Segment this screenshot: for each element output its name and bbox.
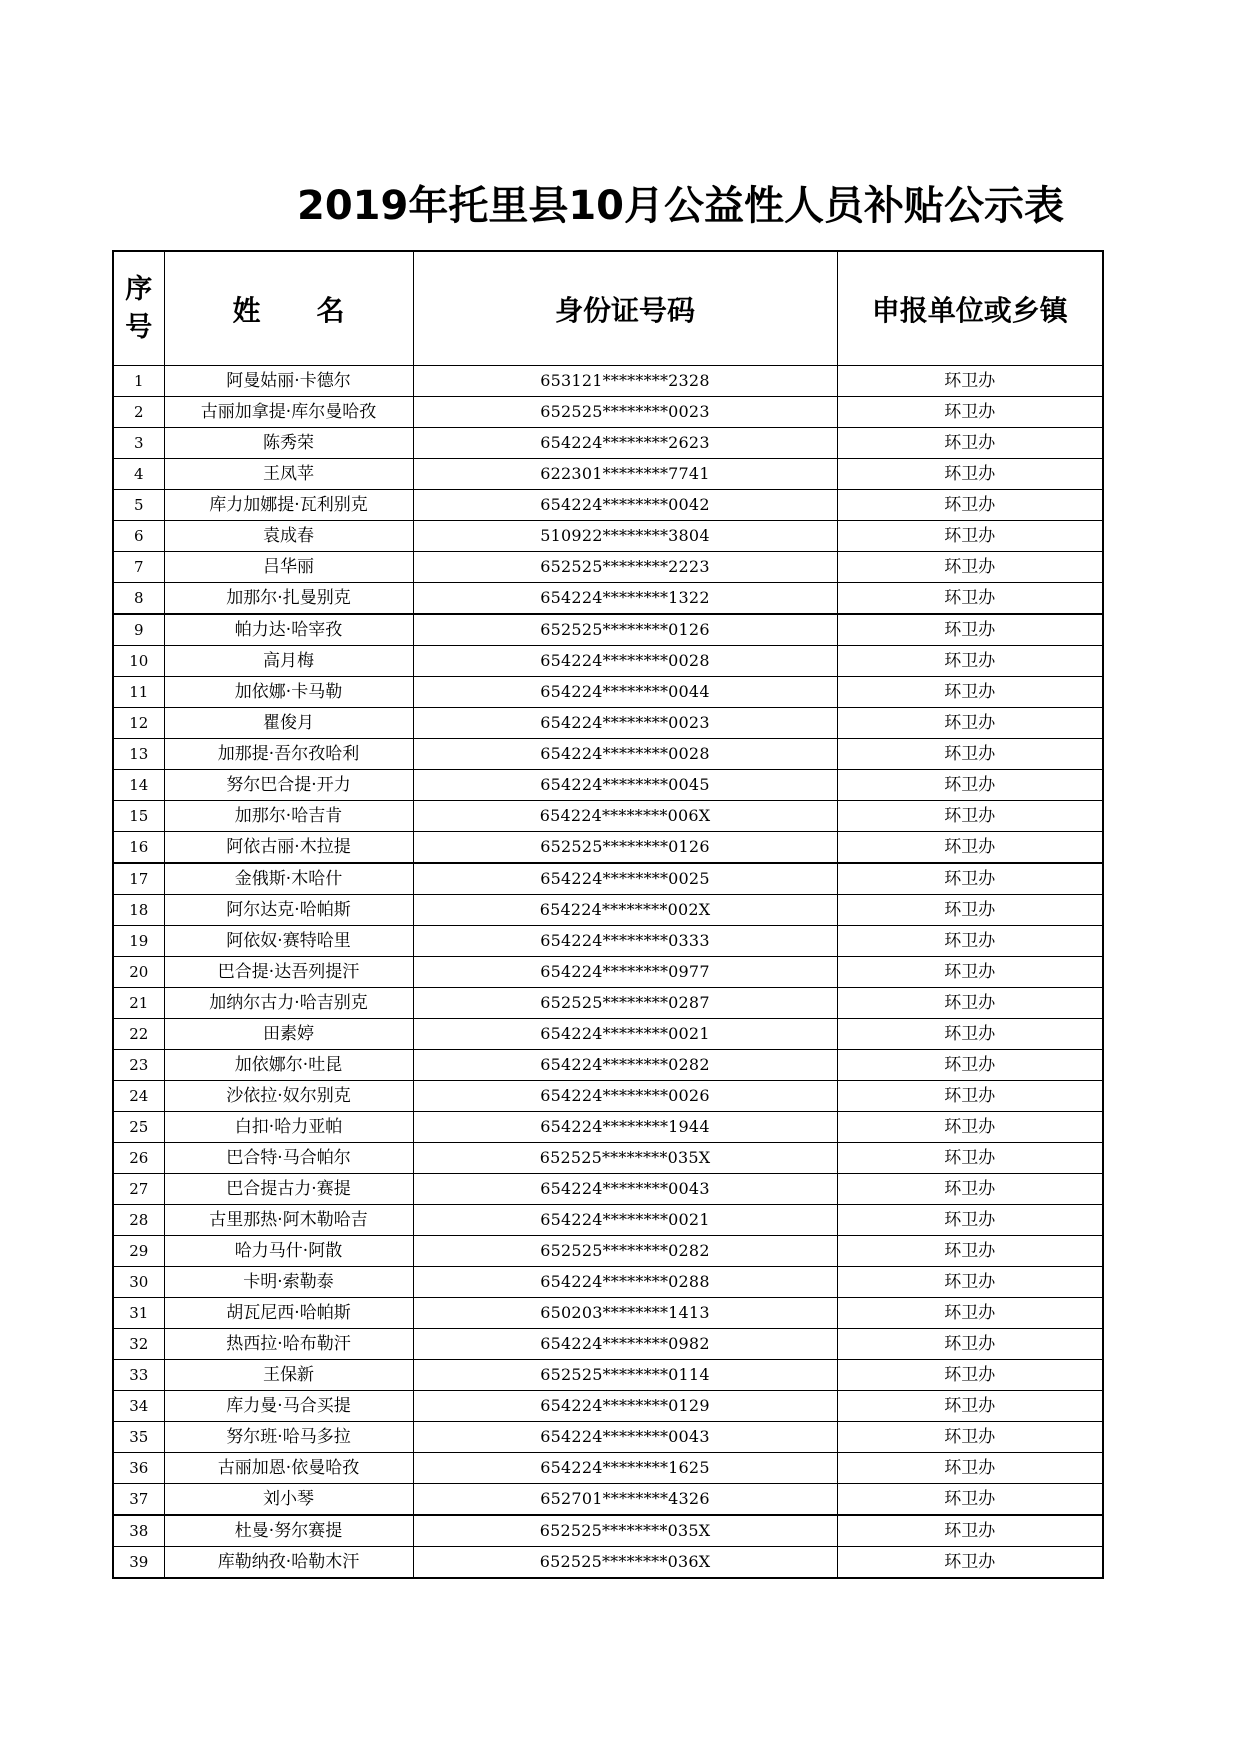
row-name: 巴合特·马合帕尔 [164, 1143, 413, 1174]
table-row [113, 1267, 1103, 1298]
row-name: 王保新 [164, 1360, 413, 1391]
row-serial-number: 28 [113, 1205, 164, 1236]
row-id-number: 652525********036X [413, 1547, 837, 1579]
row-serial-number: 11 [113, 677, 164, 708]
row-unit: 环卫办 [837, 1298, 1103, 1329]
row-unit: 环卫办 [837, 1391, 1103, 1422]
row-name: 王凤苹 [164, 459, 413, 490]
table-row [113, 1360, 1103, 1391]
header-unit: 申报单位或乡镇 [837, 251, 1103, 366]
row-serial-number: 29 [113, 1236, 164, 1267]
row-name: 阿曼姑丽·卡德尔 [164, 366, 413, 397]
row-id-number: 652525********0126 [413, 614, 837, 646]
row-id-number: 654224********0023 [413, 708, 837, 739]
row-id-number: 510922********3804 [413, 521, 837, 552]
subsidy-table [112, 250, 1104, 1579]
table-row [113, 1422, 1103, 1453]
row-serial-number: 26 [113, 1143, 164, 1174]
row-unit: 环卫办 [837, 770, 1103, 801]
row-id-number: 654224********0021 [413, 1205, 837, 1236]
row-name: 巴合提·达吾列提汗 [164, 957, 413, 988]
row-unit: 环卫办 [837, 1329, 1103, 1360]
row-name: 热西拉·哈布勒汗 [164, 1329, 413, 1360]
row-serial-number: 12 [113, 708, 164, 739]
row-name: 瞿俊月 [164, 708, 413, 739]
row-id-number: 654224********1322 [413, 583, 837, 615]
row-serial-number: 35 [113, 1422, 164, 1453]
row-name: 加依娜·卡马勒 [164, 677, 413, 708]
row-name: 袁成春 [164, 521, 413, 552]
row-name: 白扣·哈力亚帕 [164, 1112, 413, 1143]
table-row [113, 677, 1103, 708]
row-unit: 环卫办 [837, 366, 1103, 397]
row-name: 阿依古丽·木拉提 [164, 832, 413, 864]
row-serial-number: 22 [113, 1019, 164, 1050]
row-id-number: 652525********2223 [413, 552, 837, 583]
row-serial-number: 36 [113, 1453, 164, 1484]
table-row [113, 926, 1103, 957]
table-row [113, 1236, 1103, 1267]
row-name: 金俄斯·木哈什 [164, 863, 413, 895]
row-id-number: 654224********0045 [413, 770, 837, 801]
row-unit: 环卫办 [837, 926, 1103, 957]
row-unit: 环卫办 [837, 583, 1103, 615]
row-id-number: 652525********0287 [413, 988, 837, 1019]
row-id-number: 654224********2623 [413, 428, 837, 459]
row-id-number: 654224********0982 [413, 1329, 837, 1360]
row-serial-number: 39 [113, 1547, 164, 1579]
table-row [113, 1547, 1103, 1579]
row-name: 加依娜尔·吐昆 [164, 1050, 413, 1081]
row-serial-number: 34 [113, 1391, 164, 1422]
row-name: 刘小琴 [164, 1484, 413, 1516]
row-unit: 环卫办 [837, 459, 1103, 490]
row-unit: 环卫办 [837, 832, 1103, 864]
row-serial-number: 21 [113, 988, 164, 1019]
row-id-number: 654224********0043 [413, 1174, 837, 1205]
row-id-number: 652525********035X [413, 1515, 837, 1547]
table-row [113, 646, 1103, 677]
row-id-number: 652525********0114 [413, 1360, 837, 1391]
row-name: 阿依奴·赛特哈里 [164, 926, 413, 957]
row-name: 陈秀荣 [164, 428, 413, 459]
table-body [113, 366, 1103, 1579]
row-serial-number: 5 [113, 490, 164, 521]
row-unit: 环卫办 [837, 1422, 1103, 1453]
table-row [113, 708, 1103, 739]
row-name: 阿尔达克·哈帕斯 [164, 895, 413, 926]
row-unit: 环卫办 [837, 1236, 1103, 1267]
row-unit: 环卫办 [837, 1019, 1103, 1050]
row-unit: 环卫办 [837, 708, 1103, 739]
row-unit: 环卫办 [837, 1112, 1103, 1143]
table-row [113, 1019, 1103, 1050]
row-serial-number: 9 [113, 614, 164, 646]
row-id-number: 654224********0028 [413, 646, 837, 677]
row-serial-number: 14 [113, 770, 164, 801]
row-serial-number: 17 [113, 863, 164, 895]
table-row [113, 739, 1103, 770]
row-unit: 环卫办 [837, 1547, 1103, 1579]
row-name: 古丽加恩·依曼哈孜 [164, 1453, 413, 1484]
row-unit: 环卫办 [837, 895, 1103, 926]
row-id-number: 652525********0282 [413, 1236, 837, 1267]
row-unit: 环卫办 [837, 1267, 1103, 1298]
row-serial-number: 2 [113, 397, 164, 428]
row-unit: 环卫办 [837, 677, 1103, 708]
table-row [113, 1143, 1103, 1174]
row-unit: 环卫办 [837, 521, 1103, 552]
table-row [113, 1298, 1103, 1329]
row-serial-number: 32 [113, 1329, 164, 1360]
row-name: 吕华丽 [164, 552, 413, 583]
row-serial-number: 1 [113, 366, 164, 397]
table-row [113, 1112, 1103, 1143]
row-name: 哈力马什·阿散 [164, 1236, 413, 1267]
row-serial-number: 38 [113, 1515, 164, 1547]
row-name: 巴合提古力·赛提 [164, 1174, 413, 1205]
row-serial-number: 33 [113, 1360, 164, 1391]
row-serial-number: 31 [113, 1298, 164, 1329]
row-name: 加那尔·哈吉肯 [164, 801, 413, 832]
row-unit: 环卫办 [837, 1484, 1103, 1516]
row-id-number: 652525********035X [413, 1143, 837, 1174]
table-row [113, 801, 1103, 832]
table-row [113, 957, 1103, 988]
row-name: 加那尔·扎曼别克 [164, 583, 413, 615]
row-id-number: 654224********0021 [413, 1019, 837, 1050]
row-name: 库勒纳孜·哈勒木汗 [164, 1547, 413, 1579]
row-unit: 环卫办 [837, 863, 1103, 895]
row-unit: 环卫办 [837, 957, 1103, 988]
row-unit: 环卫办 [837, 1453, 1103, 1484]
table-row [113, 397, 1103, 428]
table-row [113, 552, 1103, 583]
page-title: 2019年托里县10月公益性人员补贴公示表 [297, 183, 1064, 229]
header-name-char-1: 姓 [232, 293, 261, 327]
table-row [113, 988, 1103, 1019]
row-unit: 环卫办 [837, 1081, 1103, 1112]
row-id-number: 653121********2328 [413, 366, 837, 397]
table-row [113, 1174, 1103, 1205]
row-name: 帕力达·哈宰孜 [164, 614, 413, 646]
row-serial-number: 19 [113, 926, 164, 957]
table-row [113, 832, 1103, 864]
row-serial-number: 27 [113, 1174, 164, 1205]
row-id-number: 654224********0977 [413, 957, 837, 988]
row-name: 古丽加拿提·库尔曼哈孜 [164, 397, 413, 428]
row-id-number: 654224********0043 [413, 1422, 837, 1453]
header-name-char-2: 名 [316, 293, 345, 327]
table-row [113, 1205, 1103, 1236]
row-unit: 环卫办 [837, 490, 1103, 521]
table-row [113, 459, 1103, 490]
row-id-number: 654224********0288 [413, 1267, 837, 1298]
row-unit: 环卫办 [837, 1205, 1103, 1236]
row-unit: 环卫办 [837, 1515, 1103, 1547]
row-id-number: 654224********1625 [413, 1453, 837, 1484]
row-unit: 环卫办 [837, 614, 1103, 646]
row-unit: 环卫办 [837, 552, 1103, 583]
row-serial-number: 16 [113, 832, 164, 864]
table-row [113, 490, 1103, 521]
row-name: 杜曼·努尔赛提 [164, 1515, 413, 1547]
row-serial-number: 4 [113, 459, 164, 490]
row-name: 库力加娜提·瓦利别克 [164, 490, 413, 521]
row-serial-number: 24 [113, 1081, 164, 1112]
row-serial-number: 6 [113, 521, 164, 552]
table-row [113, 770, 1103, 801]
row-unit: 环卫办 [837, 1360, 1103, 1391]
row-id-number: 654224********002X [413, 895, 837, 926]
row-unit: 环卫办 [837, 801, 1103, 832]
table-row [113, 1453, 1103, 1484]
row-name: 胡瓦尼西·哈帕斯 [164, 1298, 413, 1329]
table-row [113, 366, 1103, 397]
table-row [113, 1484, 1103, 1516]
row-serial-number: 10 [113, 646, 164, 677]
header-serial-number [113, 251, 164, 366]
table-row [113, 1391, 1103, 1422]
row-id-number: 650203********1413 [413, 1298, 837, 1329]
row-serial-number: 7 [113, 552, 164, 583]
row-id-number: 654224********0026 [413, 1081, 837, 1112]
row-id-number: 654224********0042 [413, 490, 837, 521]
row-name: 加纳尔古力·哈吉别克 [164, 988, 413, 1019]
row-unit: 环卫办 [837, 397, 1103, 428]
row-id-number: 654224********1944 [413, 1112, 837, 1143]
row-name: 卡明·索勒泰 [164, 1267, 413, 1298]
row-unit: 环卫办 [837, 1050, 1103, 1081]
row-id-number: 652525********0126 [413, 832, 837, 864]
table-row [113, 428, 1103, 459]
row-serial-number: 23 [113, 1050, 164, 1081]
row-id-number: 654224********0282 [413, 1050, 837, 1081]
row-serial-number: 25 [113, 1112, 164, 1143]
row-serial-number: 18 [113, 895, 164, 926]
header-id-number: 身份证号码 [413, 251, 837, 366]
row-name: 努尔班·哈马多拉 [164, 1422, 413, 1453]
row-serial-number: 30 [113, 1267, 164, 1298]
row-unit: 环卫办 [837, 646, 1103, 677]
table-row [113, 1050, 1103, 1081]
row-serial-number: 20 [113, 957, 164, 988]
row-serial-number: 3 [113, 428, 164, 459]
row-id-number: 654224********0025 [413, 863, 837, 895]
row-id-number: 622301********7741 [413, 459, 837, 490]
row-unit: 环卫办 [837, 428, 1103, 459]
table-row [113, 614, 1103, 646]
row-serial-number: 8 [113, 583, 164, 615]
row-name: 高月梅 [164, 646, 413, 677]
row-unit: 环卫办 [837, 1143, 1103, 1174]
row-id-number: 654224********0028 [413, 739, 837, 770]
row-serial-number: 37 [113, 1484, 164, 1516]
row-name: 努尔巴合提·开力 [164, 770, 413, 801]
row-serial-number: 13 [113, 739, 164, 770]
table-header-row [113, 251, 1103, 366]
table-row [113, 1081, 1103, 1112]
table-row [113, 1329, 1103, 1360]
header-serial-number-label: 序 号 [125, 273, 153, 343]
table-row [113, 521, 1103, 552]
row-id-number: 652525********0023 [413, 397, 837, 428]
row-name: 沙依拉·奴尔别克 [164, 1081, 413, 1112]
row-unit: 环卫办 [837, 988, 1103, 1019]
row-id-number: 654224********0129 [413, 1391, 837, 1422]
row-id-number: 654224********0044 [413, 677, 837, 708]
table-row [113, 863, 1103, 895]
row-unit: 环卫办 [837, 1174, 1103, 1205]
table-row [113, 895, 1103, 926]
row-serial-number: 15 [113, 801, 164, 832]
row-id-number: 654224********006X [413, 801, 837, 832]
row-name: 田素婷 [164, 1019, 413, 1050]
row-name: 库力曼·马合买提 [164, 1391, 413, 1422]
row-id-number: 654224********0333 [413, 926, 837, 957]
table-row [113, 1515, 1103, 1547]
table-row [113, 583, 1103, 615]
row-name: 古里那热·阿木勒哈吉 [164, 1205, 413, 1236]
header-name [164, 251, 413, 366]
row-unit: 环卫办 [837, 739, 1103, 770]
row-id-number: 652701********4326 [413, 1484, 837, 1516]
row-name: 加那提·吾尔孜哈利 [164, 739, 413, 770]
